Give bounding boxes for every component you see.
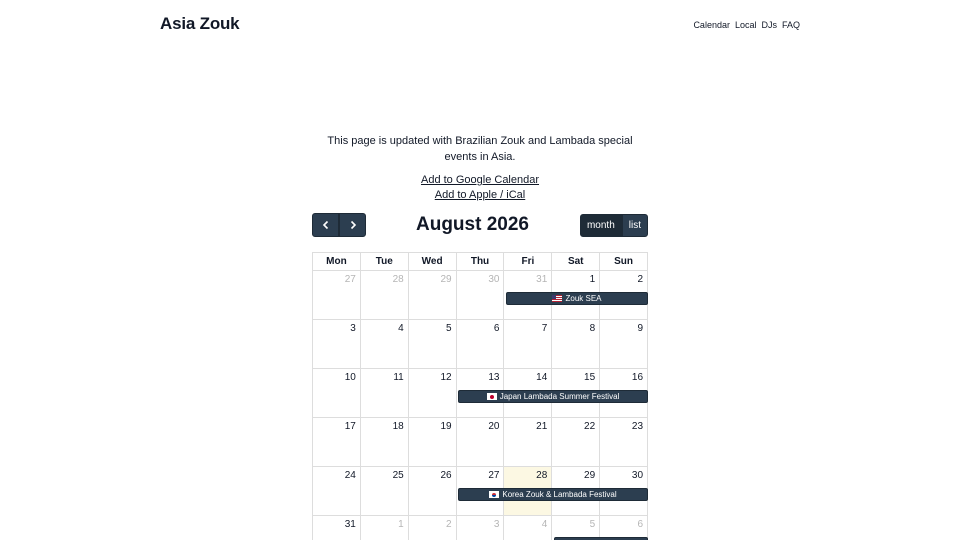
day-cell[interactable]: 8 xyxy=(552,320,600,369)
day-cell-today[interactable]: 28 xyxy=(504,467,552,516)
day-cell[interactable]: 29 xyxy=(552,467,600,516)
day-cell[interactable]: 24 xyxy=(313,467,361,516)
day-cell[interactable]: 18 xyxy=(361,418,409,467)
nav-faq[interactable]: FAQ xyxy=(781,20,800,30)
event-bar[interactable] xyxy=(458,390,648,403)
day-cell[interactable]: 12 xyxy=(409,369,457,418)
top-nav xyxy=(693,20,800,30)
month-view-button[interactable]: month xyxy=(580,214,622,237)
day-cell[interactable]: 31 xyxy=(504,271,552,320)
month-nav-group xyxy=(312,213,366,237)
week-row xyxy=(313,271,648,320)
day-cell[interactable]: 6 xyxy=(457,320,505,369)
weekday-header-cell: Sun xyxy=(600,253,648,271)
day-cell[interactable]: 7 xyxy=(504,320,552,369)
day-cell[interactable]: 6 xyxy=(600,516,648,540)
week-row xyxy=(313,467,648,516)
day-cell[interactable]: 10 xyxy=(313,369,361,418)
event-title: Japan Lambada Summer Festival xyxy=(499,392,620,401)
google-calendar-link[interactable]: Add to Google Calendar xyxy=(420,174,540,186)
day-cell[interactable]: 27 xyxy=(313,271,361,320)
weekday-header-cell: Sat xyxy=(552,253,600,271)
day-cell[interactable]: 19 xyxy=(409,418,457,467)
day-cell[interactable]: 31 xyxy=(313,516,361,540)
week-row xyxy=(313,369,648,418)
event-bar[interactable] xyxy=(458,488,648,501)
calendar-toolbar xyxy=(312,213,648,238)
day-cell[interactable]: 3 xyxy=(313,320,361,369)
list-view-button[interactable]: list xyxy=(622,214,648,237)
day-cell[interactable]: 11 xyxy=(361,369,409,418)
day-cell[interactable]: 3 xyxy=(457,516,505,540)
apple-ical-link[interactable]: Add to Apple / iCal xyxy=(434,189,526,201)
intro-text: This page is updated with Brazilian Zouk and Lambada special events in Asia. xyxy=(327,135,633,163)
month-grid xyxy=(312,252,648,540)
day-cell[interactable]: 17 xyxy=(313,418,361,467)
week-row xyxy=(313,418,648,467)
day-cell[interactable]: 15 xyxy=(552,369,600,418)
event-bar[interactable] xyxy=(506,292,648,305)
nav-local[interactable]: Local xyxy=(734,20,757,30)
week-row xyxy=(313,320,648,369)
calendar-title: August 2026 xyxy=(416,214,529,235)
day-cell[interactable]: 22 xyxy=(552,418,600,467)
day-cell[interactable]: 25 xyxy=(361,467,409,516)
japan-flag-icon xyxy=(487,393,497,400)
weekday-header-cell: Thu xyxy=(457,253,505,271)
event-title: Korea Zouk & Lambada Festival xyxy=(502,490,617,499)
day-cell[interactable]: 1 xyxy=(552,271,600,320)
day-cell[interactable]: 26 xyxy=(409,467,457,516)
day-cell[interactable]: 2 xyxy=(409,516,457,540)
weekday-header-cell: Wed xyxy=(409,253,457,271)
day-cell[interactable]: 5 xyxy=(552,516,600,540)
day-cell[interactable]: 30 xyxy=(600,467,648,516)
weekday-header-cell: Fri xyxy=(504,253,552,271)
day-cell[interactable]: 30 xyxy=(457,271,505,320)
day-cell[interactable]: 23 xyxy=(600,418,648,467)
day-cell[interactable]: 16 xyxy=(600,369,648,418)
chevron-left-icon xyxy=(321,220,331,230)
chevron-right-icon xyxy=(348,220,358,230)
day-cell[interactable]: 29 xyxy=(409,271,457,320)
day-cell[interactable]: 4 xyxy=(361,320,409,369)
day-cell[interactable]: 5 xyxy=(409,320,457,369)
day-cell[interactable]: 2 xyxy=(600,271,648,320)
korea-flag-icon xyxy=(489,491,499,498)
weekday-header xyxy=(313,253,648,271)
event-title: Zouk SEA xyxy=(565,294,602,303)
us-flag-icon xyxy=(552,295,562,302)
day-cell[interactable]: 21 xyxy=(504,418,552,467)
day-cell[interactable]: 14 xyxy=(504,369,552,418)
day-cell[interactable]: 20 xyxy=(457,418,505,467)
prev-month-button[interactable] xyxy=(312,213,339,237)
weekday-header-cell: Mon xyxy=(313,253,361,271)
week-row xyxy=(313,516,648,540)
nav-djs[interactable]: DJs xyxy=(761,20,777,30)
nav-calendar[interactable]: Calendar xyxy=(693,20,730,30)
view-switcher xyxy=(580,214,648,237)
next-month-button[interactable] xyxy=(339,213,366,237)
site-title[interactable]: Asia Zouk xyxy=(160,14,240,33)
weekday-header-cell: Tue xyxy=(361,253,409,271)
day-cell[interactable]: 28 xyxy=(361,271,409,320)
day-cell[interactable]: 1 xyxy=(361,516,409,540)
day-cell[interactable]: 27 xyxy=(457,467,505,516)
day-cell[interactable]: 4 xyxy=(504,516,552,540)
day-cell[interactable]: 9 xyxy=(600,320,648,369)
day-cell[interactable]: 13 xyxy=(457,369,505,418)
